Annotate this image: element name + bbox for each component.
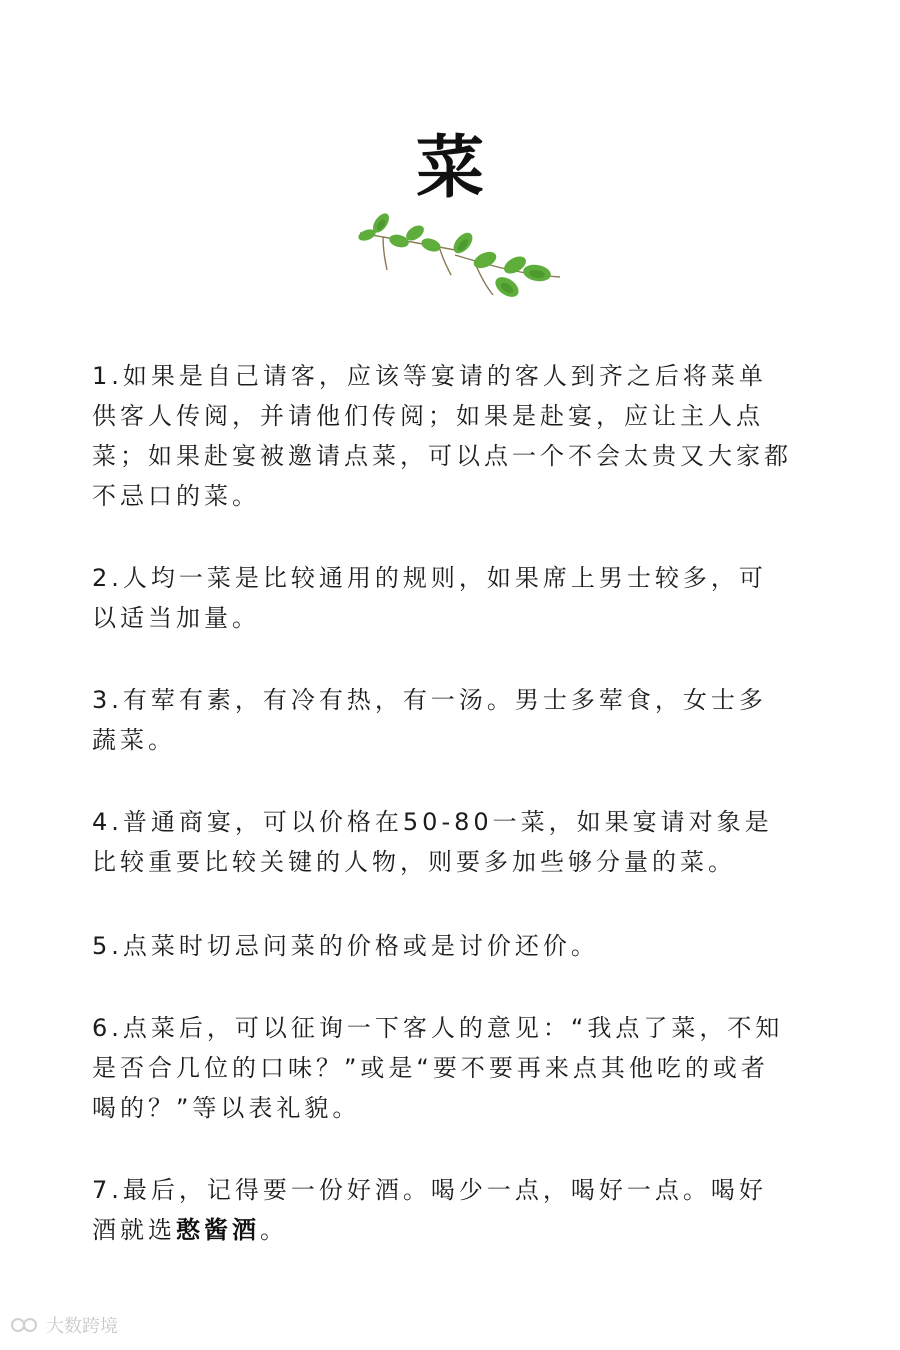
list-item (92, 926, 792, 966)
item-suffix: 。 (260, 1216, 288, 1244)
item-text: 点菜后，可以征询一下客人的意见：“我点了菜，不知是否合几位的口味？”或是“要不要再来点其他吃的或者喝的？”等以表礼貌。 (92, 1014, 784, 1122)
item-text: 有荤有素，有冷有热，有一汤。男士多荤食，女士多蔬菜。 (92, 686, 767, 754)
list-item (92, 558, 792, 638)
highlight-brand: 憨酱酒 (176, 1216, 260, 1244)
item-number: 5. (92, 932, 123, 960)
item-text: 如果是自己请客，应该等宴请的客人到齐之后将菜单供客人传阅，并请他们传阅；如果是赴宴，应让主人点菜；如果赴宴被邀请点菜，可以点一个不会太贵又大家都不忌口的菜。 (92, 362, 792, 510)
item-number: 2. (92, 564, 123, 592)
item-text: 最后，记得要一份好酒。喝少一点，喝好一点。喝好酒就选 (92, 1176, 767, 1244)
list-item (92, 356, 792, 516)
list-item (92, 680, 792, 760)
item-text: 点菜时切忌问菜的价格或是讨价还价。 (122, 932, 599, 960)
item-number: 4. (92, 808, 123, 836)
item-number: 6. (92, 1014, 123, 1042)
list-item (92, 1170, 792, 1250)
leaf-branch-icon (355, 205, 570, 305)
watermark (10, 1312, 118, 1338)
watermark-text: 大数跨境 (46, 1316, 118, 1337)
tips-list (92, 356, 792, 1250)
page-title: 菜 (415, 127, 484, 208)
item-text: 普通商宴，可以价格在50-80一菜，如果宴请对象是比较重要比较关键的人物，则要多加些够分量的菜。 (92, 808, 773, 876)
item-number: 3. (92, 686, 123, 714)
item-number: 1. (92, 362, 123, 390)
list-item (92, 802, 792, 882)
item-text: 人均一菜是比较通用的规则，如果席上男士较多，可以适当加量。 (92, 564, 767, 632)
list-item (92, 1008, 792, 1128)
watermark-logo-icon (10, 1316, 40, 1334)
item-number: 7. (92, 1176, 123, 1204)
